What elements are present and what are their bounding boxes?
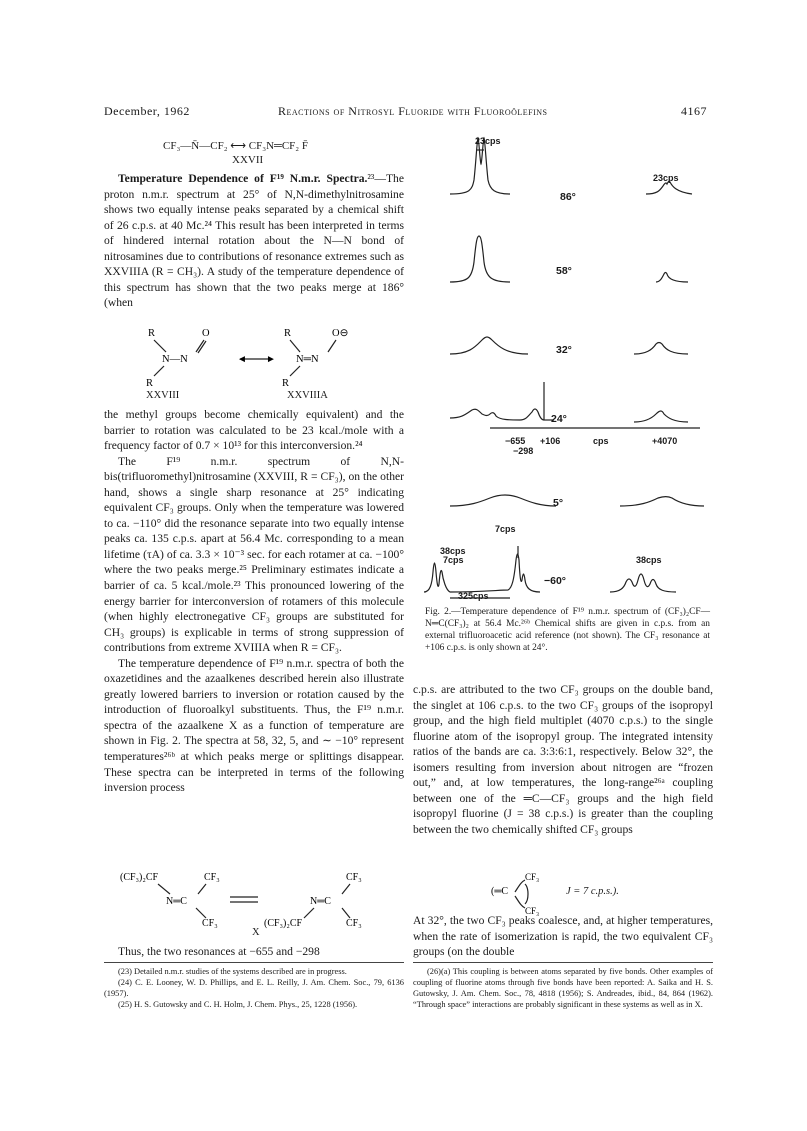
svg-text:O: O <box>202 328 210 339</box>
svg-text:N—N: N—N <box>162 354 188 365</box>
section-heading: Temperature Dependence of F¹⁹ N.m.r. Spectra. <box>118 172 368 185</box>
footnote-25: (25) H. S. Gutowsky and C. H. Holm, J. Chem. Phys., 25, 1228 (1956). <box>118 1000 358 1009</box>
svg-text:►: ► <box>266 354 276 365</box>
label-325cps: 325cps <box>458 591 489 601</box>
spectrum-5-left <box>450 495 556 506</box>
paragraph-coalescence: At 32°, the two CF₃ peaks coalesce, and, at higher temperatures, when the rate of isomerization is rapid, the two equivalent CF₃ groups (on the double <box>413 914 713 959</box>
spectrum-58-left <box>450 236 510 282</box>
svg-text:CF₃: CF₃ <box>204 872 220 883</box>
label-23cps-right: 23cps <box>653 173 679 183</box>
label-x: X <box>252 927 260 938</box>
running-head-title: Reactions of Nitrosyl Fluoride with Fluoroölefins <box>278 104 548 118</box>
svg-text:N═C: N═C <box>166 896 187 907</box>
svg-text:CF₃: CF₃ <box>346 872 362 883</box>
label-xxviiia: XXVIIIA <box>287 390 328 401</box>
footnote-23: (23) Detailed n.m.r. studies of the systems described are in progress. <box>118 967 347 976</box>
temp-24: 24° <box>551 413 567 425</box>
label-xxvii: XXVII <box>232 154 264 166</box>
svg-text:N═N: N═N <box>296 354 319 365</box>
footnote-24: (24) C. E. Looney, W. D. Phillips, and E. L. Reilly, J. Am. Chem. Soc., 79, 6136 (1957). <box>104 978 404 998</box>
axis-cps: cps <box>593 436 609 446</box>
paragraph-barrier: the methyl groups become chemically equivalent) and the barrier to rotation was calculated to be 23 kcal./mole with a frequency factor of 0.7 × 10¹³ for this interconversion.²⁴ The F¹⁹ n.m.r. spectrum of N,N-bis(trifluoromethyl)nitrosamine (XXVIII, R = CF₃), on the other hand, shows a single sharp resonance at 25° indicating equivalent CF₃ groups. Only when the temperature was lowered to ca. −110° did the resonance separate into two equally intense peaks ca. 135 c.p.s. apart at 56.4 Mc. corresponding to a mean lifetime (τA) of ca. 3.3 × 10⁻³ sec. for each rotamer at ca. −100° where the two peaks merge.²⁵ Preliminary estimates indicate a barrier of ca. 5 kcal./mole.²³ This pronounced lowering of the energy barrier for interconversion of rotamers of this molecule (when highly electronegative CF₃ groups are substituted for CH₃ groups) is explicable in terms of strong suppression of contributions from extreme XVIIIA when R = CF₃. The temperature dependence of F¹⁹ n.m.r. spectra of both the oxazetidines and the azaalkenes described herein also illustrate greatly lowered barriers to inversion or rotation caused by the introduction of fluoroalkyl substituents. Thus, the F¹⁹ n.m.r. spectra of the azaalkene X as a function of temperature are shown in Fig. 2. The spectra at 58, 32, 5, and ∼ −10° represent temperatures²⁶ᵇ at which peaks merge or splittings disappear. These spectra can be interpreted in terms of the following inversion process <box>104 408 404 795</box>
spectrum-86-left <box>450 138 510 194</box>
spectrum-minus60-right <box>610 574 676 592</box>
axis-minus655: −655 <box>505 436 526 446</box>
label-23cps-top: 23cps <box>475 136 501 146</box>
svg-text:CF₃: CF₃ <box>346 918 362 929</box>
axis-plus106: +106 <box>540 436 561 446</box>
footnotes-right <box>413 966 713 1010</box>
axis-plus4070: +4070 <box>652 436 678 446</box>
svg-text:R: R <box>146 378 154 388</box>
svg-text:◄: ◄ <box>237 354 247 365</box>
resonance-formula-xxvii: CF₃—N̄—CF₂ ⟷ CF₃N═CF₂ F̄ <box>163 140 308 152</box>
spectrum-32-left <box>450 337 528 354</box>
footnote-rule-right <box>413 962 713 963</box>
coupling-constant: J = 7 c.p.s.). <box>566 886 619 897</box>
svg-text:R: R <box>148 328 156 339</box>
spectrum-58-right <box>656 273 688 283</box>
label-38cps: 38cps <box>440 546 466 556</box>
svg-text:CF₃: CF₃ <box>525 906 540 916</box>
spectrum-86-right <box>646 181 692 194</box>
spectrum-32-right <box>634 343 688 355</box>
paragraph-resonances: Thus, the two resonances at −655 and −298 <box>118 945 320 958</box>
figure-caption: Fig. 2.—Temperature dependence of F¹⁹ n.m.r. spectrum of (CF₃)₂CF—N═C(CF₃)₂ at 56.4 Mc.²⁶ᵇ Chemical shifts are given in c.p.s. from an external trifluoroacetic acid reference (not shown). The CF₃ resonance at +106 c.p.s. is only shown at 24°. <box>425 607 710 653</box>
svg-text:CF₃: CF₃ <box>525 872 540 882</box>
paragraph-assignments: c.p.s. are attributed to the two CF₃ groups on the double band, the singlet at 106 c.p.s. to the two CF₃ groups of the isopropyl group, and the high field multiplet (4070 c.p.s.) to the single fluorine atom of the isopropyl group. The integrated intensity ratios of the bands are ca. 3:3:6:1, respectively. Below 32°, the isomers resulting from inversion about nitrogen are “frozen out,” and, at low temperatures, the long-range²⁶ᵃ coupling between one of the ═C—CF₃ groups and the high field isopropyl fluorine (J = 38 c.p.s.) is greater than the coupling between the two chemically shifted CF₃ groups <box>413 683 713 836</box>
page-number: 4167 <box>681 104 707 118</box>
spectrum-24-left <box>450 409 544 420</box>
svg-text:(CF₃)₂CF: (CF₃)₂CF <box>264 918 303 929</box>
temp-minus60: −60° <box>544 575 567 587</box>
label-xxviii: XXVIII <box>146 390 180 401</box>
spectrum-24-right <box>634 411 688 422</box>
axis-minus298: −298 <box>513 446 534 456</box>
svg-text:R: R <box>282 378 290 388</box>
footnotes-left <box>104 966 404 1010</box>
paragraph-nmr-intro: Temperature Dependence of F¹⁹ N.m.r. Spectra.²³—The proton n.m.r. spectrum at 25° of N,N-dimethylnitrosamine shows two equally intense peaks separated by a chemical shift of 26 c.p.s. at 40 Mc.²⁴ This result has been interpreted in terms of hindered internal rotation about the N—N bond of nitrosamines due to contributions of resonance extremes such as XXVIIIA (R = CH₃). A study of the temperature dependence of this spectrum has shown that the two peaks merge at 186° (when <box>104 172 404 310</box>
coupling-structure <box>485 870 545 916</box>
label-7cps-top: 7cps <box>495 524 516 534</box>
label-38cps-right: 38cps <box>636 555 662 565</box>
temp-58: 58° <box>556 265 572 277</box>
svg-text:(═C: (═C <box>491 886 509 897</box>
svg-text:(CF₃)₂CF: (CF₃)₂CF <box>120 872 159 883</box>
svg-text:R: R <box>284 328 292 339</box>
temp-86: 86° <box>560 191 576 203</box>
svg-text:CF₃: CF₃ <box>202 918 218 929</box>
svg-text:O⊖: O⊖ <box>332 328 349 339</box>
inversion-process-scheme <box>118 870 388 932</box>
temp-32: 32° <box>556 344 572 356</box>
spectrum-minus60-left <box>424 554 540 592</box>
footnote-26: (26)(a) This coupling is between atoms separated by five bonds. Other examples of coupling of fluorine atoms through five bonds have been reported: A. Saika and H. S. Gutowsky, J. Am. Chem. Soc., 78, 4818 (1956); S. Andreades, ibid., 84, 864 (1962). “Through space” interactions are probably significant in these systems as well as in X. <box>413 967 713 1009</box>
nitrosamine-structures <box>140 326 380 388</box>
label-7cps: 7cps <box>443 555 464 565</box>
svg-text:N═C: N═C <box>310 896 331 907</box>
temp-5: 5° <box>553 497 564 509</box>
running-head-date: December, 1962 <box>104 104 190 118</box>
spectrum-5-right <box>620 497 704 507</box>
footnote-rule-left <box>104 962 404 963</box>
